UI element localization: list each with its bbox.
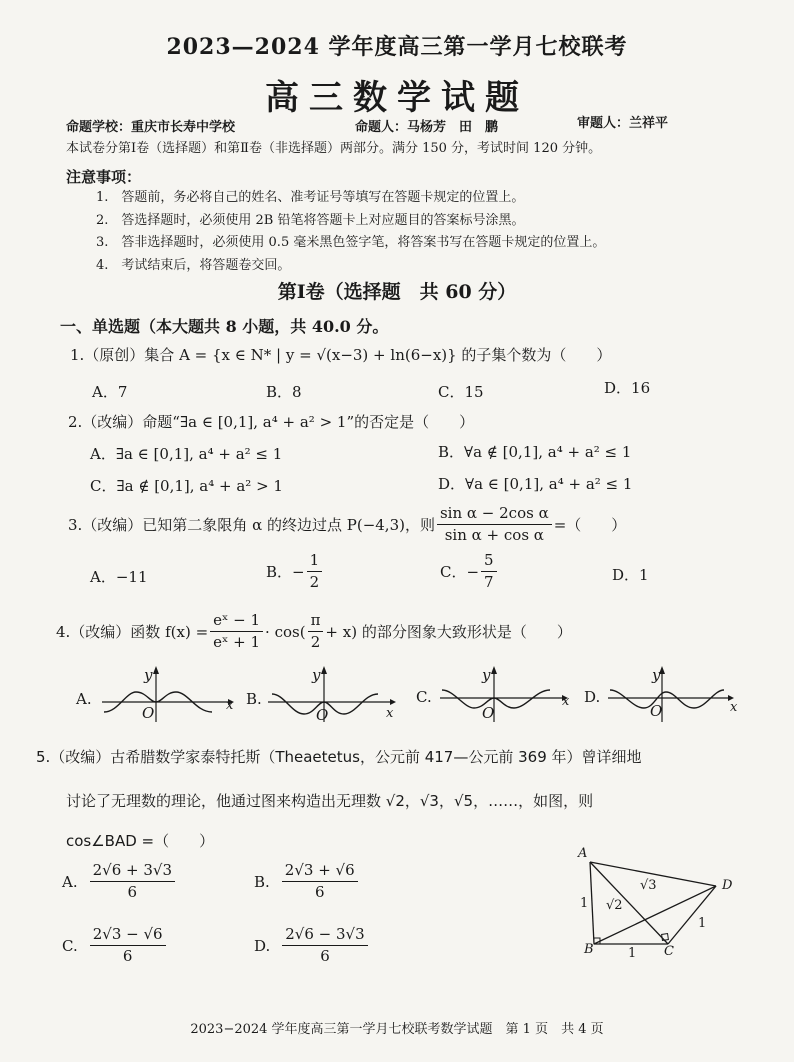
school-line: 命题学校：重庆市长寿中学校 [66,120,236,135]
q3-option-b [266,552,324,592]
q1-option-b: B．8 [266,383,302,401]
q5-option-b [254,862,360,902]
q5-option-c-num: 2√3 − √6 [90,926,166,946]
q5-option-d [254,926,370,966]
q3-option-c-num: 5 [481,552,497,572]
q4-graph-d-origin: O [650,702,663,720]
notice-item: 1. 答题前，务必将自己的姓名、准考证号等填写在答题卡规定的位置上。 [96,190,525,205]
q3-option-b-den: 2 [309,573,320,592]
q4-graph-d-label: D. [584,688,601,706]
q3-fraction [437,505,552,545]
q5-point-a: A [578,846,588,861]
q4-graph-c [438,662,578,724]
subject-title: 高三数学试题 [265,78,529,118]
q5-option-a-label: A. [62,872,78,891]
q4-graph-b-label: B. [246,690,262,708]
notice-item: 2. 答选择题时，必须使用 2B 铅笔将答题卡上对应题目的答案标号涂黑。 [96,213,525,228]
q4-graph-b-ylabel: y [312,666,321,684]
q4-graph-b-origin: O [316,706,329,724]
q4-graph-d-xlabel: x [730,700,738,715]
q5-geometry-figure [568,840,748,970]
q3-option-b-num: 1 [307,552,323,572]
q5-option-a-den: 6 [127,883,138,902]
q5-option-a-num: 2√6 + 3√3 [90,862,175,882]
q5-point-d: D [722,878,733,893]
q5-point-c: C [664,944,674,959]
intro-line: 本试卷分第Ⅰ卷（选择题）和第Ⅱ卷（非选择题）两部分。满分 150 分，考试时间 120 分钟。 [66,141,602,156]
q5-label-ad: √3 [640,878,657,893]
q5-option-c-label: C. [62,936,78,955]
q2-stem: 2.（改编）命题“∃a ∈ [0,1], a⁴ + a² > 1”的否定是（ ） [68,413,475,431]
q4-graph-c-xlabel: x [562,694,570,709]
q2-option-a: A．∃a ∈ [0,1], a⁴ + a² ≤ 1 [90,445,283,463]
q5-option-d-label: D. [254,936,271,955]
q3-option-c-label: C．− [440,563,480,582]
q2-option-c: C．∃a ∉ [0,1], a⁴ + a² > 1 [90,477,283,495]
q4-graph-a-origin: O [142,704,155,722]
q2-option-b: B．∀a ∉ [0,1], a⁴ + a² ≤ 1 [438,443,632,461]
setter-line: 命题人：马杨芳 田 鹏 [355,120,499,135]
q5-option-d-num: 2√6 − 3√3 [282,926,367,946]
q3-option-c-den: 7 [484,573,494,592]
q1-option-a: A．7 [92,383,128,401]
q4-stem [56,612,572,652]
q4-graph-c-label: C. [416,688,432,706]
q3-fraction-denominator: sin α + cos α [444,526,544,545]
q3-option-b-label: B．− [266,563,305,582]
q3-stem-tail: =（ ） [553,516,627,535]
q4-graph-c-ylabel: y [482,666,491,684]
q1-option-d: D．16 [604,379,651,397]
part-title: 一、单选题（本大题共 8 小题，共 40.0 分。 [60,317,389,336]
q4-frac-num: eˣ − 1 [210,612,263,632]
q4-pi-num: π [308,612,324,632]
reviewer-line: 审题人：兰祥平 [577,116,669,131]
q5-option-d-den: 6 [320,947,330,966]
q4-graph-c-origin: O [482,704,495,722]
q5-option-c [62,926,168,966]
q4-graph-d-ylabel: y [652,666,661,684]
q3-stem [68,505,626,545]
q5-point-b: B [584,942,594,957]
q3-option-c [440,552,499,592]
q3-option-d: D．1 [612,566,649,584]
q4-graph-d [606,662,746,724]
exam-title: 2023—2024 学年度高三第一学月七校联考 [166,34,628,60]
q5-line1: 5.（改编）古希腊数学家泰特托斯（Theaetetus，公元前 417—公元前 369 年）曾详细地 [36,748,642,766]
page-footer: 2023−2024 学年度高三第一学月七校联考数学试题 第 1 页 共 4 页 [190,1022,604,1037]
q4-graph-a [100,662,236,724]
q4-graph-a-label: A. [76,690,92,708]
q4-graph-a-xlabel: x [226,698,234,713]
q4-stem-post: + x) 的部分图象大致形状是（ ） [325,623,572,642]
q5-label-bc: 1 [628,946,637,961]
notice-item: 4. 考试结束后，将答题卷交回。 [96,258,291,273]
q1-stem: 1.（原创）集合 A = {x ∈ N* | y = √(x−3) + ln(6−x)} 的子集个数为（ ） [70,346,612,364]
q5-line2: 讨论了无理数的理论，他通过图来构造出无理数 √2，√3，√5，……，如图，则 [66,792,594,810]
q5-option-c-den: 6 [122,947,133,966]
q2-option-d: D．∀a ∈ [0,1], a⁴ + a² ≤ 1 [438,475,633,493]
notice-item: 3. 答非选择题时，必须使用 0.5 毫米黑色签字笔，将答案书写在答题卡规定的位置上。 [96,235,606,250]
q5-label-ac: √2 [606,898,623,913]
q3-option-a: A．−11 [90,568,148,586]
q5-option-b-label: B. [254,872,270,891]
q4-stem-mid: · cos( [265,622,306,641]
q5-option-b-num: 2√3 + √6 [282,862,358,882]
q5-option-a [62,862,177,902]
q4-graph-a-ylabel: y [144,666,153,684]
q4-pi-den: 2 [310,633,321,652]
q5-option-b-den: 6 [314,883,325,902]
notice-title: 注意事项： [66,168,142,186]
q1-option-c: C．15 [438,383,484,401]
q5-label-ab: 1 [580,896,589,911]
q5-label-cd: 1 [698,916,707,931]
q5-line3: cos∠BAD =（ ） [66,832,215,850]
q4-graph-b-xlabel: x [386,706,394,721]
q3-stem-text: 3.（改编）已知第二象限角 α 的终边过点 P(−4,3)，则 [68,516,435,535]
q4-stem-pre: 4.（改编）函数 f(x) = [56,623,209,642]
section-title: 第Ⅰ卷（选择题 共 60 分） [277,281,517,303]
q4-graph-b [266,662,402,724]
q3-fraction-numerator: sin α − 2cos α [437,505,552,525]
q4-frac-den: eˣ + 1 [213,633,261,652]
